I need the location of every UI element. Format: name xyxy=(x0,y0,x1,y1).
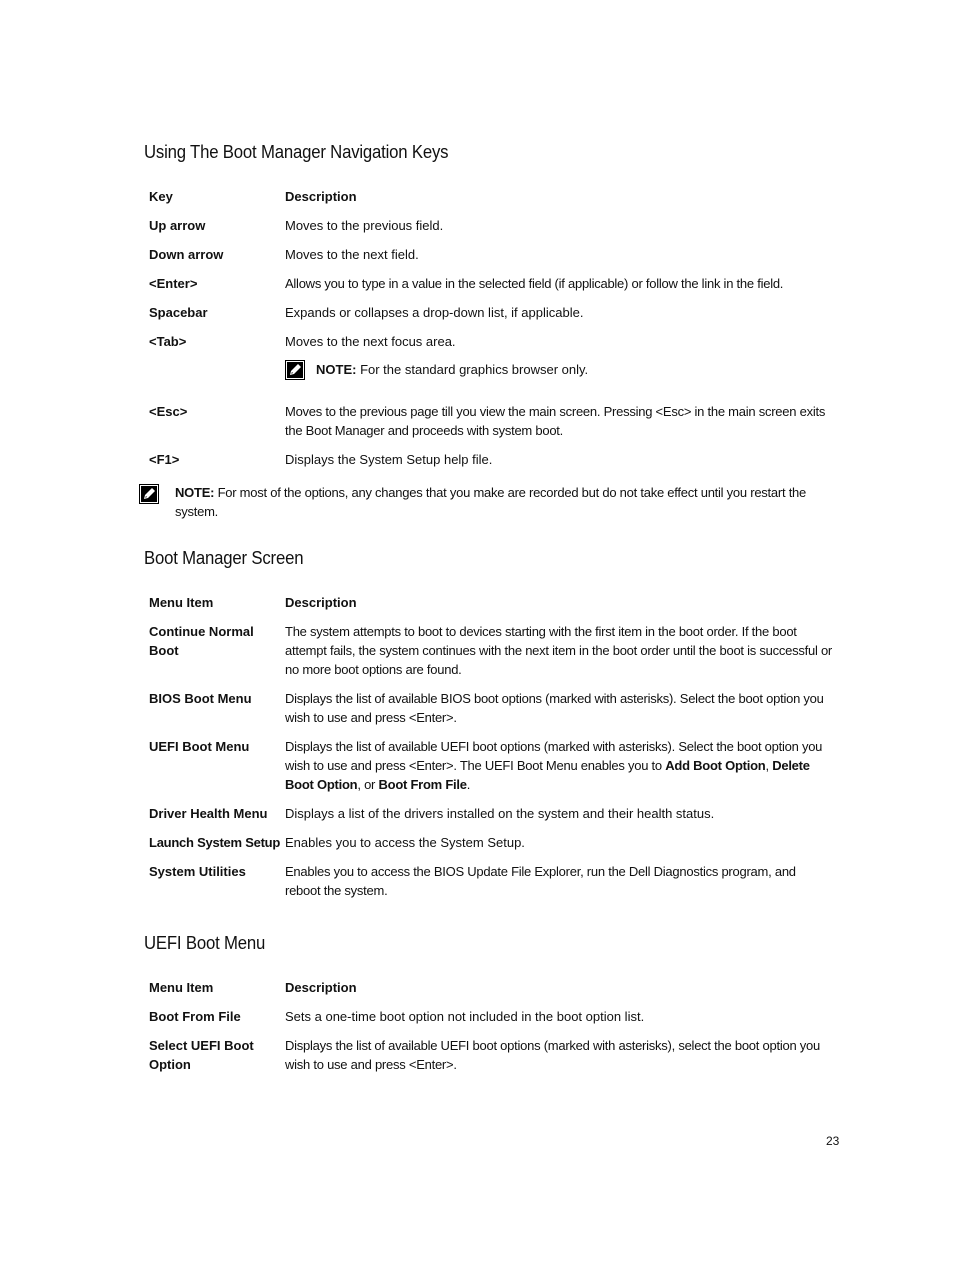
description-cell: Expands or collapses a drop-down list, if applicable. xyxy=(285,305,584,320)
table-row xyxy=(144,332,834,402)
table-header-row xyxy=(144,187,834,216)
description-cell: The system attempts to boot to devices starting with the first item in the boot order. If the boot attempt fails, the system continues with the next item in the boot order until the boot is successful or no more boot options are found. xyxy=(285,624,833,677)
description-cell: Displays the list of available UEFI boot options (marked with asterisks), select the boot option you wish to use and press <Enter>. xyxy=(285,1038,820,1072)
pencil-note-icon xyxy=(139,484,159,504)
table-row xyxy=(144,245,834,274)
section-title-navigation-keys: Using The Boot Manager Navigation Keys xyxy=(144,142,449,162)
description-cell: Displays a list of the drivers installed on the system and their health status. xyxy=(285,806,715,821)
separator-text: , or xyxy=(357,777,379,792)
description-cell: Moves to the previous field. xyxy=(285,218,444,233)
table-row xyxy=(144,450,834,479)
note-text: For most of the options, any changes that you make are recorded but do not take effect until you restart the system. xyxy=(175,485,807,519)
description-cell: Displays the list of available BIOS boot options (marked with asterisks). Select the boot option you wish to use and press <Enter>. xyxy=(285,691,824,725)
key-cell: Up arrow xyxy=(149,218,206,233)
menu-item-cell: Driver Health Menu xyxy=(149,806,268,821)
key-cell: <Enter> xyxy=(149,276,198,291)
menu-item-cell: Continue Normal Boot xyxy=(149,624,254,658)
option-boot-from-file: Boot From File xyxy=(378,777,467,792)
table-header-row xyxy=(144,978,834,1007)
separator-text: , xyxy=(765,758,773,773)
menu-item-cell: Launch System Setup xyxy=(149,835,281,850)
pencil-note-icon xyxy=(285,360,305,380)
table-row xyxy=(144,1036,834,1084)
table-header-row xyxy=(144,593,834,622)
note-label: NOTE: xyxy=(316,362,357,377)
description-text: Moves to the next focus area. xyxy=(285,334,456,349)
column-header-menu-item: Menu Item xyxy=(149,980,214,995)
general-note xyxy=(139,483,834,521)
description-text: Displays the list of available UEFI boot options (marked with asterisks). Select the boot option you wish to use and press <Enter>. The UEFI Boot Menu enables you to xyxy=(285,739,823,773)
column-header-description: Description xyxy=(285,980,357,995)
note-label: NOTE: xyxy=(175,485,215,500)
description-cell: Displays the System Setup help file. xyxy=(285,452,493,467)
description-cell: Allows you to type in a value in the selected field (if applicable) or follow the link in the field. xyxy=(285,276,784,291)
key-cell: <Tab> xyxy=(149,334,187,349)
table-row xyxy=(144,862,834,910)
description-cell: Sets a one-time boot option not included in the boot option list. xyxy=(285,1009,645,1024)
boot-manager-table xyxy=(144,593,834,910)
description-cell: Enables you to access the System Setup. xyxy=(285,835,525,850)
table-row xyxy=(144,622,834,689)
table-row xyxy=(144,833,834,862)
key-cell: Down arrow xyxy=(149,247,224,262)
description-cell: Enables you to access the BIOS Update File Explorer, run the Dell Diagnostics program, and reboot the system. xyxy=(285,864,796,898)
description-cell: Moves to the previous page till you view the main screen. Pressing <Esc> in the main screen exits the Boot Manager and proceeds with system boot. xyxy=(285,404,826,438)
table-row xyxy=(144,402,834,450)
description-cell xyxy=(285,332,834,402)
section-title-uefi-boot-menu: UEFI Boot Menu xyxy=(144,933,266,953)
column-header-key: Key xyxy=(149,189,173,204)
menu-item-cell: BIOS Boot Menu xyxy=(149,691,252,706)
navigation-keys-table xyxy=(144,187,834,479)
description-cell xyxy=(285,737,834,804)
column-header-menu-item: Menu Item xyxy=(149,595,214,610)
description-cell: Moves to the next field. xyxy=(285,247,419,262)
table-row xyxy=(144,1007,834,1036)
key-cell: <F1> xyxy=(149,452,180,467)
table-row xyxy=(144,303,834,332)
column-header-description: Description xyxy=(285,595,357,610)
column-header-description: Description xyxy=(285,189,357,204)
option-add-boot: Add Boot Option xyxy=(665,758,766,773)
note-text: For the standard graphics browser only. xyxy=(356,362,589,377)
table-row xyxy=(144,216,834,245)
end-text: . xyxy=(466,777,471,792)
uefi-boot-menu-table xyxy=(144,978,834,1084)
key-cell: <Esc> xyxy=(149,404,188,419)
menu-item-cell: System Utilities xyxy=(149,864,246,879)
menu-item-cell: Boot From File xyxy=(149,1009,241,1024)
table-row xyxy=(144,737,834,804)
menu-item-cell: Select UEFI Boot Option xyxy=(149,1038,254,1072)
option-delete-boot: Delete Boot Option xyxy=(285,758,810,792)
table-row xyxy=(144,274,834,303)
inline-note xyxy=(285,360,834,380)
key-cell: Spacebar xyxy=(149,305,208,320)
menu-item-cell: UEFI Boot Menu xyxy=(149,739,250,754)
section-title-boot-manager-screen: Boot Manager Screen xyxy=(144,548,304,568)
table-row xyxy=(144,804,834,833)
table-row xyxy=(144,689,834,737)
page-number: 23 xyxy=(826,1134,840,1148)
